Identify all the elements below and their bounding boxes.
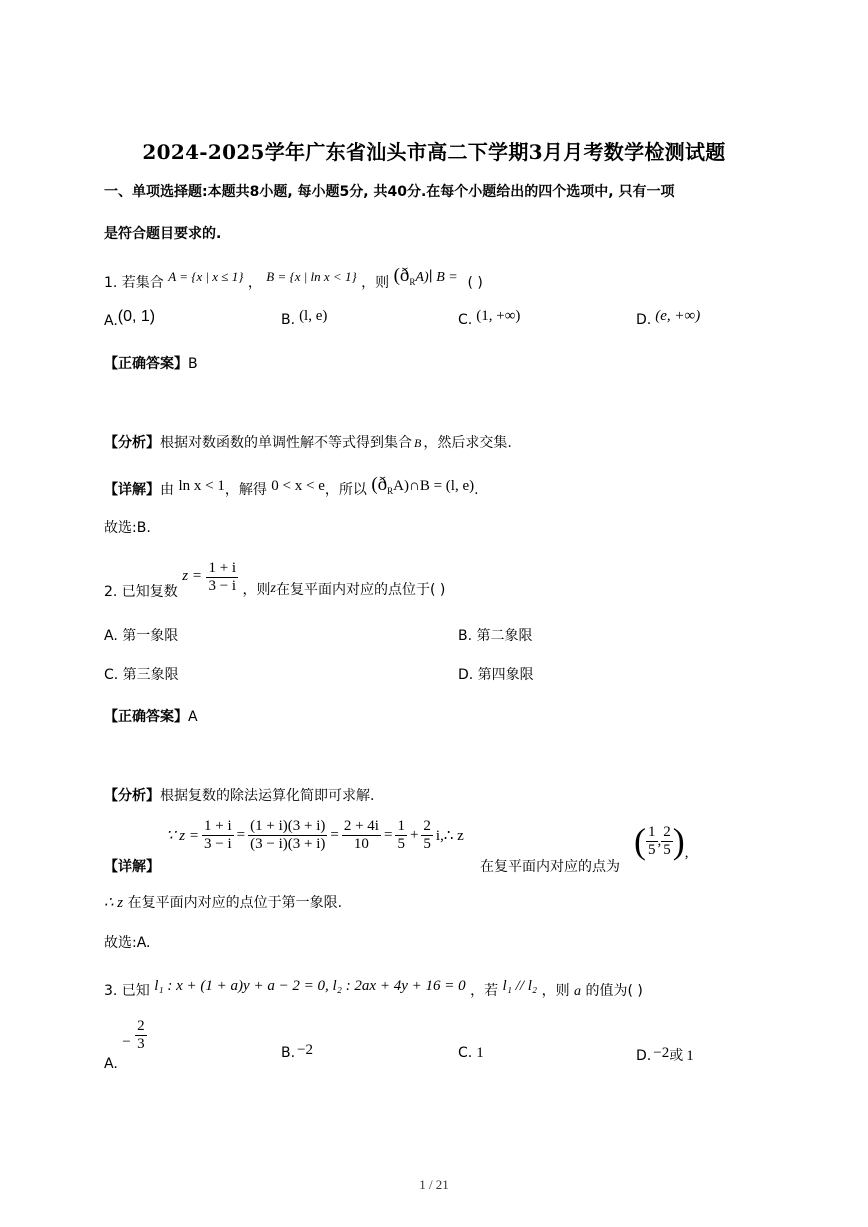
q2-option-c: C. 第三象限	[104, 667, 179, 683]
q1-set-b: B = {x | ln x < 1}	[266, 269, 357, 284]
q1-sep: ，	[247, 275, 262, 291]
q1-choose: 故选:B.	[104, 520, 151, 536]
q1-blank: ( )	[467, 275, 483, 291]
q1-detail: 【详解】由 ln x < 1，解得 0 < x < e，所以 $(ð_RA)\cap B = (l$, e).	[104, 474, 479, 498]
q2-analysis: 【分析】根据复数的除法运算化简即可求解.	[104, 788, 375, 804]
q1-option-d: D. (e, +∞)	[636, 308, 701, 328]
q1-option-d-value: (e, +∞)	[655, 308, 701, 324]
q3-option-a: A. − $\frac{2}{3}$	[104, 1018, 145, 1072]
q1-option-b-value: (l, e)	[299, 308, 328, 324]
q3-stem: 3. 已知 l₁ : x + (1 + a)y + a − 2 = 0, l₂ : 2ax + 4y + 16 = 0 ，若 l₁ // l₂ ，则 a 的值为( )	[104, 978, 643, 999]
q1-option-a: A.(0, 1)	[104, 308, 156, 329]
q2-option-d: D. 第四象限	[458, 667, 534, 683]
q1-option-c: C. (1, +∞)	[458, 308, 521, 328]
q1-expr: $(ð_RA)∣$ B =	[393, 265, 458, 287]
section-header-line1: 一、单项选择题:本题共8小题, 每小题5分, 共40分.在每个小题给出的四个选项中, 只有一项	[104, 184, 675, 200]
q2-option-b: B. 第二象限	[458, 628, 533, 644]
section-header-line2: 是符合题目要求的.	[104, 226, 222, 242]
q1-analysis: 【分析】根据对数函数的单调性解不等式得到集合 B ，然后求交集.	[104, 435, 512, 451]
q1-option-c-value: (1, +∞)	[476, 308, 521, 324]
q2-answer: 【正确答案】A	[104, 709, 198, 725]
q2-fraction: $\frac{1 + i}{3 - i}$	[208, 560, 237, 594]
page-number: 1 / 21	[419, 1177, 449, 1192]
q2-stem: 2. 已知复数 z = $\frac{1 + i}{3 - i}$ ，则z在复平面内对应的点位于( )	[104, 560, 446, 600]
q1-then: ，则	[361, 275, 390, 291]
q1-option-a-value: (0, 1)	[117, 308, 156, 325]
q1-number: 1. 若集合	[104, 275, 164, 291]
q1-set-a: A = {x | x ≤ 1}	[168, 269, 244, 284]
q1-answer: 【正确答案】B	[104, 356, 198, 372]
q2-choose: 故选:A.	[104, 935, 151, 951]
page-title: 2024-2025学年广东省汕头市高二下学期3月月考数学检测试题	[142, 140, 726, 164]
q3-option-d: D. −2或 1	[636, 1045, 694, 1064]
q3-option-c: C. 1	[458, 1045, 484, 1061]
q2-conclusion: ∴ z 在复平面内对应的点位于第一象限.	[104, 895, 343, 911]
q2-option-a: A. 第一象限	[104, 628, 179, 644]
q1-stem	[104, 265, 483, 293]
q1-option-b: B. (l, e)	[281, 308, 328, 328]
q3-option-b: B. −2	[281, 1042, 314, 1061]
